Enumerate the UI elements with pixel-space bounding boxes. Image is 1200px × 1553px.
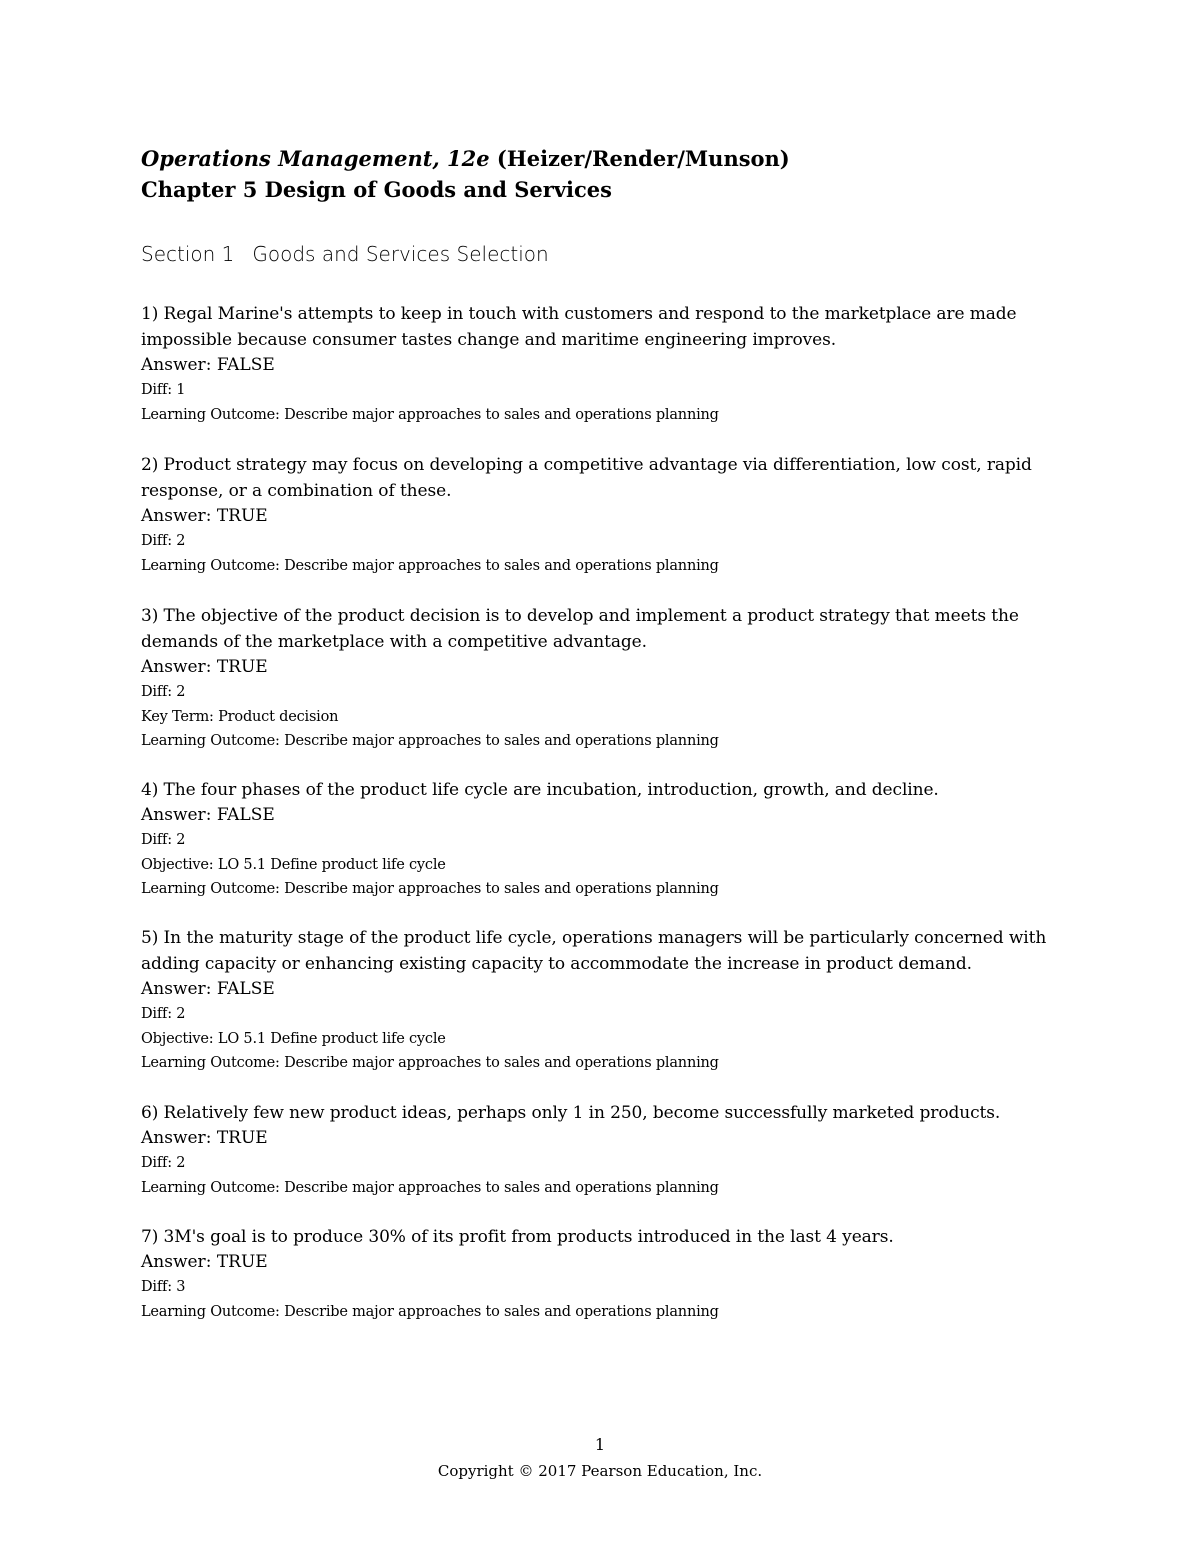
question-text: 3) The objective of the product decision is to develop and implement a product strategy that meets the demands of the marketplace with a competitive advantage. (141, 606, 1019, 652)
question-learning-outcome: Learning Outcome: Describe major approaches to sales and operations planning (141, 557, 719, 574)
question-learning-outcome: Learning Outcome: Describe major approaches to sales and operations planning (141, 1303, 719, 1320)
page-footer (0, 1432, 1200, 1484)
question-answer: Answer: TRUE (141, 506, 268, 526)
question-objective: Objective: LO 5.1 Define product life cycle (141, 1030, 446, 1047)
book-title-line (141, 144, 1101, 174)
question-2 (141, 452, 1071, 578)
book-title: Operations Management, 12e (141, 146, 490, 171)
question-difficulty: Diff: 2 (141, 684, 186, 700)
question-answer: Answer: FALSE (141, 979, 275, 999)
question-difficulty: Diff: 1 (141, 382, 186, 398)
question-3 (141, 603, 1071, 754)
question-4 (141, 777, 1071, 902)
book-authors: (Heizer/Render/Munson) (489, 146, 790, 171)
question-answer: Answer: TRUE (141, 1252, 268, 1272)
question-7 (141, 1224, 1071, 1324)
question-learning-outcome: Learning Outcome: Describe major approaches to sales and operations planning (141, 1179, 719, 1196)
question-text: 5) In the maturity stage of the product life cycle, operations managers will be particularly concerned with adding capacity or enhancing existing capacity to accommodate the increase in product demand. (141, 928, 1047, 974)
section-title: Goods and Services Selection (252, 242, 549, 266)
question-answer: Answer: TRUE (141, 1128, 268, 1148)
question-difficulty: Diff: 2 (141, 1155, 186, 1171)
question-text: 1) Regal Marine's attempts to keep in touch with customers and respond to the marketplace are made impossible because consumer tastes change and maritime engineering improves. (141, 304, 1017, 350)
question-learning-outcome: Learning Outcome: Describe major approaches to sales and operations planning (141, 1055, 719, 1071)
question-1 (141, 301, 1071, 427)
question-5 (141, 925, 1071, 1076)
question-difficulty: Diff: 2 (141, 832, 186, 848)
question-text: 6) Relatively few new product ideas, perhaps only 1 in 250, become successfully marketed products. (141, 1103, 1001, 1123)
question-learning-outcome: Learning Outcome: Describe major approaches to sales and operations planning (141, 733, 719, 749)
document-header (141, 144, 1101, 206)
section-number: Section 1 (141, 242, 235, 266)
question-text: 7) 3M's goal is to produce 30% of its profit from products introduced in the last 4 years. (141, 1227, 894, 1247)
copyright-notice: Copyright © 2017 Pearson Education, Inc. (437, 1462, 763, 1480)
question-learning-outcome: Learning Outcome: Describe major approaches to sales and operations planning (141, 881, 719, 897)
question-difficulty: Diff: 3 (141, 1279, 186, 1295)
question-difficulty: Diff: 2 (141, 1006, 186, 1022)
question-answer: Answer: FALSE (141, 355, 275, 375)
question-objective: Objective: LO 5.1 Define product life cycle (141, 856, 446, 873)
question-text: 2) Product strategy may focus on developing a competitive advantage via differentiation, low cost, rapid response, or a combination of these. (141, 455, 1032, 501)
section-heading (141, 240, 549, 268)
question-text: 4) The four phases of the product life cycle are incubation, introduction, growth, and decline. (141, 780, 939, 800)
page-number: 1 (594, 1435, 606, 1454)
question-answer: Answer: TRUE (141, 657, 268, 677)
question-6 (141, 1100, 1071, 1200)
question-answer: Answer: FALSE (141, 805, 275, 825)
question-learning-outcome: Learning Outcome: Describe major approaches to sales and operations planning (141, 406, 719, 423)
chapter-title: Chapter 5 Design of Goods and Services (141, 177, 612, 202)
question-key-term: Key Term: Product decision (141, 708, 339, 725)
question-difficulty: Diff: 2 (141, 533, 186, 549)
